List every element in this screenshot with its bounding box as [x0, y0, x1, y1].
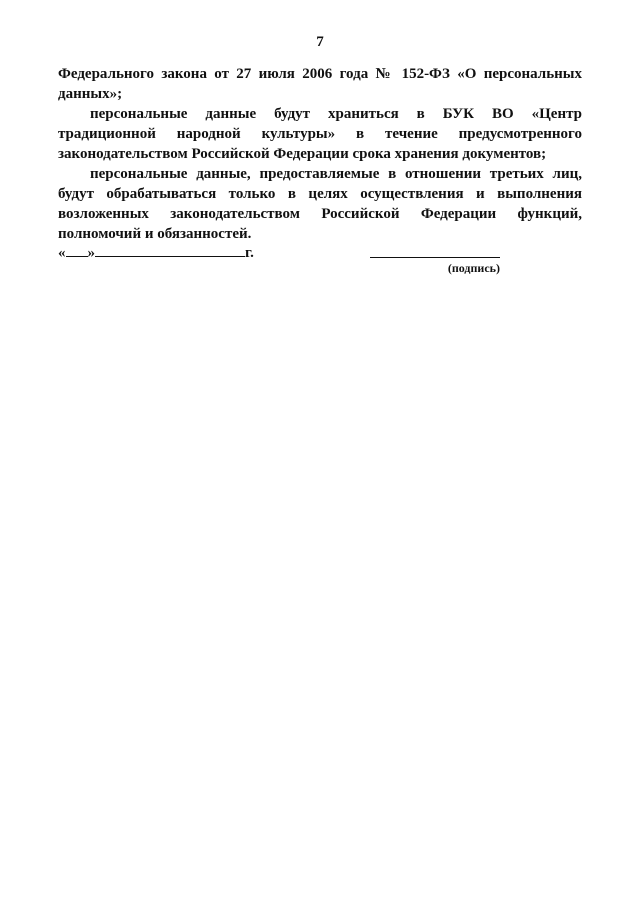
signature-row [58, 243, 582, 283]
signature-caption: (подпись) [447, 261, 500, 275]
paragraph-storage: персональные данные будут храниться в БУК ВО «Центр традиционной народной культуры» в течение предусмотренного законодательством Российской Федерации срока хранения документов; [58, 106, 582, 162]
open-quote: « [58, 245, 66, 261]
page-number: 7 [316, 34, 324, 50]
paragraph-law-reference: Федерального закона от 27 июля 2006 года № 152-ФЗ «О персональных данных»; [58, 66, 582, 102]
date-field [58, 243, 254, 262]
document-body [58, 64, 582, 244]
paragraph-third-parties: персональные данные, предоставляемые в отношении третьих лиц, будут обрабатываться только в целях осуществления и выполнения возложенных законодательством Российской Федерации функций, полномочий и обязанностей. [58, 166, 582, 242]
day-blank [66, 243, 88, 257]
close-quote: » [87, 245, 95, 261]
month-blank [95, 243, 245, 257]
signature-line [370, 257, 500, 258]
year-suffix: г. [245, 245, 254, 261]
